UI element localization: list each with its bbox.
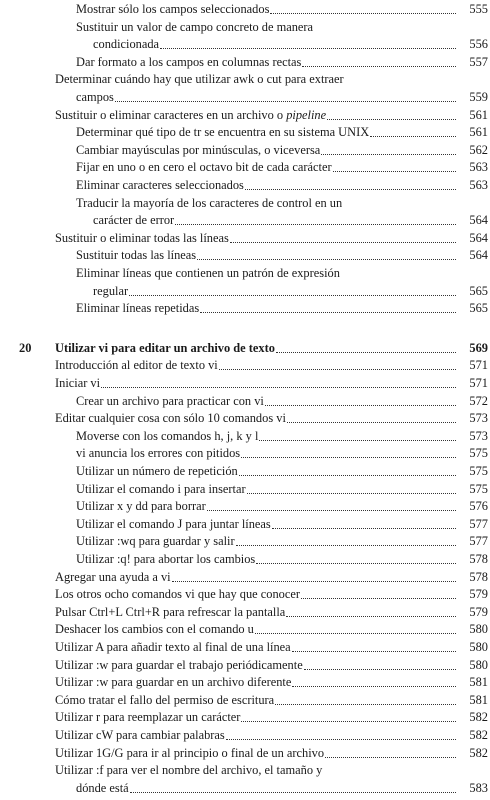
toc-entry-page-number: 555 xyxy=(469,2,488,16)
toc-entry-title: Deshacer los cambios con el comando u xyxy=(55,622,254,637)
toc-entry-title: Utilizar 1G/G para ir al principio o final de un archivo xyxy=(55,745,325,760)
toc-entry-title: Los otros ocho comandos vi que hay que conocer xyxy=(55,587,300,602)
toc-entry-title: Eliminar líneas repetidas xyxy=(76,301,200,316)
toc-entry xyxy=(0,587,488,602)
toc-entry-title: campos xyxy=(76,90,114,104)
toc-entry-page-number: 581 xyxy=(469,675,488,690)
toc-entry-page-number: 557 xyxy=(469,54,488,69)
toc-entry-page-number: 581 xyxy=(469,692,488,707)
dot-leader xyxy=(272,528,456,529)
toc-entry-title: Utilizar :wq para guardar y salir xyxy=(76,534,235,549)
toc-entry-title: Utilizar :w para guardar en un archivo diferente xyxy=(55,675,292,690)
toc-entry xyxy=(0,746,488,761)
toc-entry xyxy=(0,446,488,461)
toc-entry-page-number: 565 xyxy=(469,301,488,316)
toc-entry-title: Utilizar r para reemplazar un carácter xyxy=(55,710,241,725)
toc-entry-page-number: 562 xyxy=(469,142,488,157)
toc-entry xyxy=(0,640,488,655)
dot-leader xyxy=(287,422,456,423)
dot-leader xyxy=(130,792,456,793)
dot-leader xyxy=(370,136,456,137)
toc-entry-page-number: 577 xyxy=(469,516,488,531)
dot-leader xyxy=(259,440,456,441)
dot-leader xyxy=(241,457,456,458)
dot-leader xyxy=(197,259,456,260)
dot-leader xyxy=(292,651,456,652)
dot-leader xyxy=(304,669,456,670)
toc-entry xyxy=(0,143,488,158)
dot-leader xyxy=(321,154,456,155)
toc-entry xyxy=(0,622,488,637)
dot-leader xyxy=(200,312,456,313)
toc-entry-title: Utilizar vi para editar un archivo de texto xyxy=(55,340,275,355)
toc-entry xyxy=(0,72,488,87)
toc-entry-page-number: 582 xyxy=(469,745,488,760)
dot-leader xyxy=(276,352,456,353)
dot-leader xyxy=(236,545,456,546)
toc-entry-title: Utilizar un número de repetición xyxy=(76,464,238,478)
toc-entry-page-number: 583 xyxy=(469,780,488,795)
toc-entry xyxy=(0,482,488,497)
toc-entry-title: Utilizar el comando i para insertar xyxy=(76,481,246,496)
toc-entry-title: regular xyxy=(93,283,129,298)
toc-entry xyxy=(0,570,488,585)
dot-leader xyxy=(226,739,456,740)
dot-leader xyxy=(333,171,456,172)
toc-entry xyxy=(0,429,488,444)
dot-leader xyxy=(256,563,456,564)
toc-entry-page-number: 575 xyxy=(469,446,488,461)
toc-entry xyxy=(0,213,488,228)
toc-entry-page-number: 576 xyxy=(469,499,488,514)
toc-entry-title: Editar cualquier cosa con sólo 10 comandos vi xyxy=(55,411,286,426)
toc-entry-title: Determinar cuándo hay que utilizar awk o cut para extraer xyxy=(55,72,344,87)
toc-entry-title: Iniciar vi xyxy=(55,376,101,390)
toc-entry xyxy=(0,605,488,620)
toc-entry-title: Utilizar A para añadir texto al final de una línea xyxy=(55,640,291,654)
dot-leader xyxy=(219,369,456,370)
dot-leader xyxy=(247,493,456,494)
toc-entry-title: Determinar qué tipo de tr se encuentra en su sistema UNIX xyxy=(76,125,370,140)
dot-leader xyxy=(239,475,456,476)
toc-entry-title: Cambiar mayúsculas por minúsculas, o viceversa xyxy=(76,142,321,157)
toc-entry-title: Sustituir un valor de campo concreto de manera xyxy=(76,19,314,34)
dot-leader xyxy=(241,721,456,722)
toc-entry xyxy=(0,108,488,123)
toc-entry xyxy=(0,763,488,778)
toc-entry-page-number: 575 xyxy=(469,464,488,478)
toc-entry-page-number: 578 xyxy=(469,552,488,566)
toc-entry-page-number: 572 xyxy=(469,393,488,408)
toc-entry xyxy=(0,658,488,673)
toc-entry-title: Utilizar el comando J para juntar líneas xyxy=(76,516,271,531)
toc-entry-title: Crear un archivo para practicar con vi xyxy=(76,393,264,408)
dot-leader xyxy=(292,686,456,687)
toc-entry-page-number: 582 xyxy=(469,728,488,742)
toc-entry xyxy=(0,728,488,743)
dot-leader xyxy=(115,101,456,102)
chapter-heading xyxy=(0,341,488,356)
toc-entry xyxy=(0,376,488,391)
dot-leader xyxy=(245,189,456,190)
dot-leader xyxy=(286,616,456,617)
toc-entry-title: Dar formato a los campos en columnas rectas xyxy=(76,54,302,69)
toc-entry-page-number: 580 xyxy=(469,622,488,637)
dot-leader xyxy=(160,48,456,49)
dot-leader xyxy=(101,387,456,388)
toc-entry-title: Sustituir o eliminar todas las líneas xyxy=(55,230,229,245)
dot-leader xyxy=(325,757,456,758)
dot-leader xyxy=(172,581,456,582)
chapter-number: 20 xyxy=(19,340,32,355)
toc-entry-title: Sustituir todas las líneas xyxy=(76,248,197,263)
dot-leader xyxy=(270,13,456,14)
toc-entry-title: Utilizar :q! para abortar los cambios xyxy=(76,552,256,566)
toc-entry-title: Utilizar :w para guardar el trabajo periódicamente xyxy=(55,657,303,672)
toc-entry xyxy=(0,20,488,35)
toc-entry-title: dónde está xyxy=(76,780,129,795)
toc-entry-page-number: 580 xyxy=(469,657,488,672)
toc-entry xyxy=(0,248,488,263)
toc-entry xyxy=(0,781,488,796)
toc-entry xyxy=(0,55,488,70)
toc-entry-page-number: 561 xyxy=(469,125,488,140)
toc-entry-page-number: 571 xyxy=(469,358,488,373)
dot-leader xyxy=(129,295,456,296)
toc-entry-title: Cómo tratar el fallo del permiso de escritura xyxy=(55,692,275,707)
toc-entry-page-number: 578 xyxy=(469,569,488,584)
dot-leader xyxy=(230,242,456,243)
toc-entry-title: Fijar en uno o en cero el octavo bit de cada carácter xyxy=(76,160,332,175)
toc-entry-title: Eliminar caracteres seleccionados xyxy=(76,178,244,192)
dot-leader xyxy=(302,66,456,67)
dot-leader xyxy=(301,598,456,599)
toc-entry xyxy=(0,675,488,690)
toc-entry xyxy=(0,160,488,175)
dot-leader xyxy=(207,510,456,511)
toc-entry-title: Introducción al editor de texto vi xyxy=(55,358,218,373)
toc-entry-page-number: 559 xyxy=(469,90,488,104)
toc-entry-page-number: 569 xyxy=(469,340,488,355)
toc-entry-page-number: 563 xyxy=(469,178,488,192)
toc-entry-page-number: 579 xyxy=(469,587,488,602)
toc-entry xyxy=(0,90,488,105)
toc-entry-title: Pulsar Ctrl+L Ctrl+R para refrescar la pantalla xyxy=(55,604,286,619)
toc-entry xyxy=(0,710,488,725)
toc-entry xyxy=(0,464,488,479)
toc-entry xyxy=(0,517,488,532)
toc-entry xyxy=(0,37,488,52)
toc-entry-page-number: 582 xyxy=(469,710,488,725)
toc-entry xyxy=(0,125,488,140)
dot-leader xyxy=(175,224,456,225)
toc-entry-page-number: 575 xyxy=(469,481,488,496)
dot-leader xyxy=(327,119,456,120)
toc-entry-page-number: 563 xyxy=(469,160,488,175)
toc-entry-page-number: 564 xyxy=(469,213,488,228)
toc-entry-title: condicionada xyxy=(93,37,160,52)
toc-entry-title: carácter de error xyxy=(93,213,175,228)
toc-entry-title: Traducir la mayoría de los caracteres de control en un xyxy=(76,195,343,210)
toc-entry-page-number: 564 xyxy=(469,248,488,263)
toc-entry xyxy=(0,411,488,426)
toc-entry xyxy=(0,266,488,281)
toc-entry xyxy=(0,2,488,17)
dot-leader xyxy=(255,633,456,634)
dot-leader xyxy=(275,704,456,705)
toc-entry-page-number: 577 xyxy=(469,534,488,549)
toc-entry-page-number: 571 xyxy=(469,376,488,390)
toc-entry-page-number: 556 xyxy=(469,37,488,52)
toc-entry xyxy=(0,552,488,567)
toc-entry-page-number: 561 xyxy=(469,107,488,122)
toc-entry-title: Sustituir o eliminar caracteres en un archivo o pipeline xyxy=(55,107,327,122)
toc-entry-page-number: 564 xyxy=(469,230,488,245)
toc-entry-title: Mostrar sólo los campos seleccionados xyxy=(76,2,270,16)
toc-entry-page-number: 573 xyxy=(469,411,488,426)
toc-entry-title: Moverse con los comandos h, j, k y l xyxy=(76,428,259,443)
dot-leader xyxy=(265,405,456,406)
toc-entry-title: Agregar una ayuda a vi xyxy=(55,569,171,584)
toc-entry xyxy=(0,394,488,409)
toc-entry xyxy=(0,693,488,708)
toc-entry-title: Utilizar :f para ver el nombre del archivo, el tamaño y xyxy=(55,763,323,778)
toc-entry-title: vi anuncia los errores con pitidos xyxy=(76,446,241,461)
toc-entry xyxy=(0,301,488,316)
toc-entry-title: Eliminar líneas que contienen un patrón de expresión xyxy=(76,266,340,280)
toc-entry-page-number: 580 xyxy=(469,640,488,654)
toc-entry xyxy=(0,231,488,246)
toc-entry xyxy=(0,178,488,193)
toc-entry-title: Utilizar x y dd para borrar xyxy=(76,499,206,514)
toc-entry-page-number: 565 xyxy=(469,283,488,298)
toc-entry xyxy=(0,196,488,211)
toc-entry xyxy=(0,499,488,514)
toc-entry xyxy=(0,534,488,549)
toc-entry xyxy=(0,358,488,373)
toc-entry-page-number: 573 xyxy=(469,428,488,443)
toc-entry-title: Utilizar cW para cambiar palabras xyxy=(55,728,225,742)
toc-entry xyxy=(0,284,488,299)
toc-entry-page-number: 579 xyxy=(469,604,488,619)
